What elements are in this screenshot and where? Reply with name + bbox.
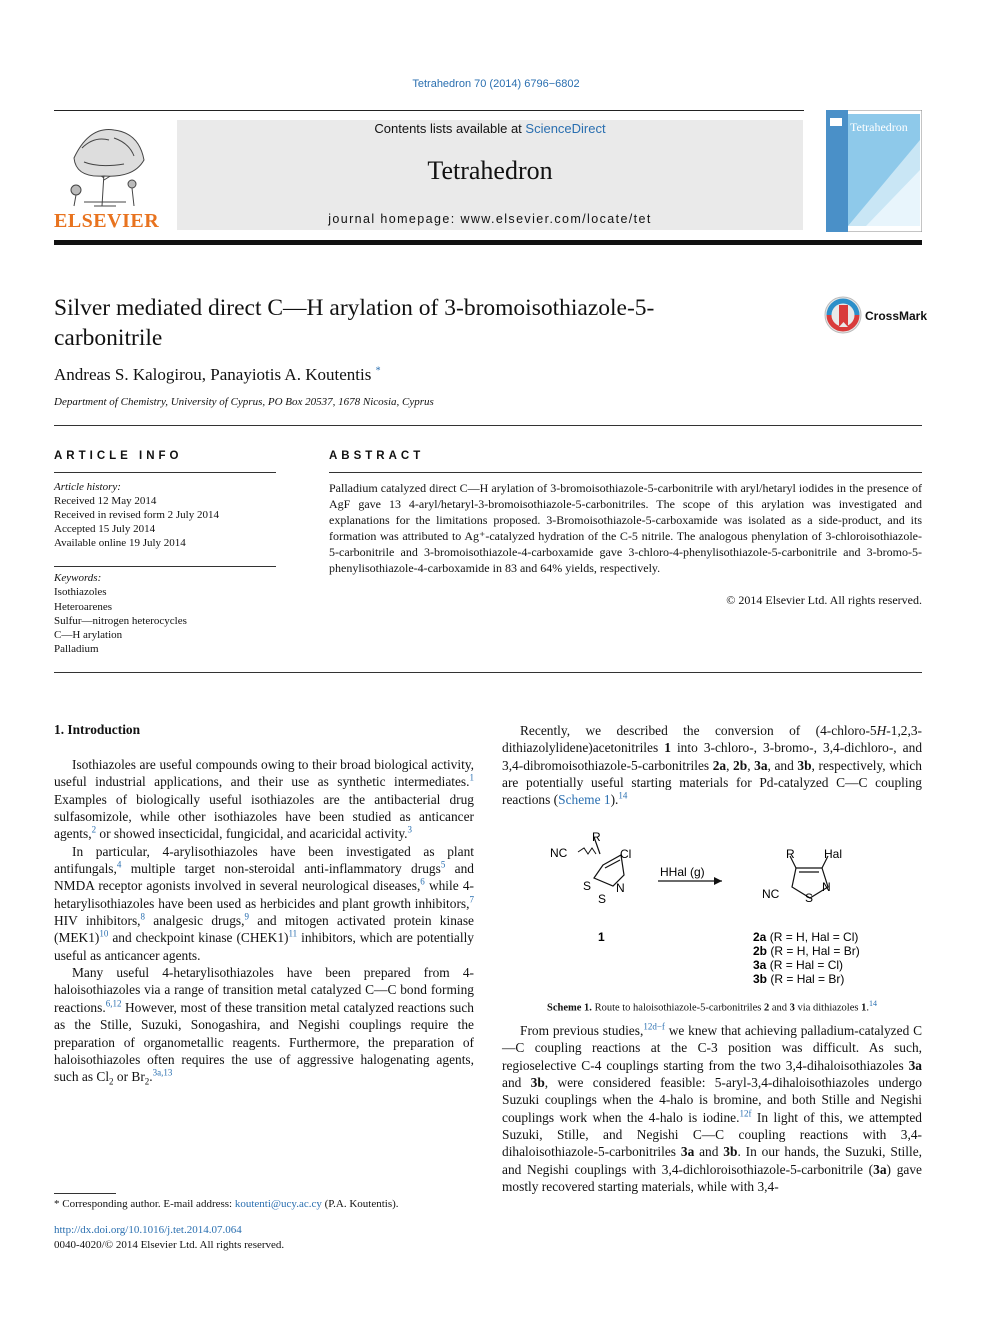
author-email-link[interactable]: koutenti@ucy.ac.cy	[234, 1198, 322, 1210]
history-received: Received 12 May 2014	[54, 495, 157, 507]
elsevier-wordmark: ELSEVIER	[54, 210, 160, 232]
scheme-product-3b: 3b (R = Hal = Br)	[753, 972, 845, 986]
paragraph: From previous studies,$^{12d-f}$ we knew that achieving palladium-catalyzed C—C coupling reactions at the C-3 position was difficult. As such, regioselective C-4 couplings starting from the two 3,4-dihaloisothiazoles 3a and 3b, were considered feasible: 5-aryl-3,4-dihaloisothiazoles undergo Suzuki couplings when the 4-halo is bromine, and both Stille and Negishi couplings work when the 4-halo is iodine.$^{12f}$ In light of this, we attempted Suzuki, Stille, and Negishi C—C coupling reactions with 3,4-dihaloisothiazole-5-carbonitriles 3a and 3b. In our hands, the Suzuki, Stille, and Negishi couplings with 3,4-dichloroisothiazole-5-carbonitrile (3a) gave mostly recovered starting materials, while with 3,4-	[502, 1021, 923, 1195]
ref-link[interactable]: 9	[244, 911, 249, 922]
footnote-rule	[54, 1193, 116, 1194]
ref-link[interactable]: 12d−f	[643, 1021, 665, 1032]
scheme-right-R: R	[786, 847, 795, 861]
ref-link[interactable]: 4	[116, 859, 122, 870]
title-line-2: carbonitrile	[54, 325, 163, 351]
abstract-copyright: © 2014 Elsevier Ltd. All rights reserved.	[726, 593, 922, 607]
scheme-product-2b: 2b (R = H, Hal = Br)	[753, 944, 860, 958]
journal-banner	[177, 120, 803, 230]
scheme-left-NC: NC	[550, 846, 568, 860]
keyword: Sulfur—nitrogen heterocycles	[54, 614, 187, 627]
ref-link[interactable]: 11	[288, 928, 298, 939]
paragraph: In particular, 4-arylisothiazoles have been investigated as plant antifungals,$^4$ multiple target non-steroidal anti-inflammatory drugs$^5$ and NMDA receptor agonists involved in several neurological diseases,$^6$ while 4-hetarylisothiazoles have been used as herbicides and plant growth inhibitors,$^7$ HIV inhibitors,$^8$ analgesic drugs,$^9$ and mitogen activated protein kinase $(MEK1)^{10}$ and checkpoint kinase (CHEK1)$^{11}$ inhibitors, which are potentially useful as anticancer agents.	[54, 843, 475, 963]
keyword: Isothiazoles	[54, 586, 107, 599]
paragraph: Many useful 4-hetarylisothiazoles have been prepared from 4-haloisothiazoles via a range of transition metal catalyzed C—C bond forming reactions.$^{6,12}$ However, most of these transition metal catalyzed reactions such as the Stille, Suzuki, Sonogashira, and Negishi couplings require the preparation of organometallic reagents. Furthermore, the preparation of haloisothiazoles often requires the use of aggressive halogenating agents, such as $Cl_2$ or $Br_2.^{3a,13}$	[54, 965, 474, 1087]
rule	[329, 472, 922, 473]
scheme-atom-S: S	[805, 891, 814, 905]
journal-citation[interactable]: Tetrahedron 70 (2014) 6796−6802	[412, 78, 580, 90]
ref-link[interactable]: 1	[469, 772, 474, 783]
scheme-product-2a: 2a (R = H, Hal = Cl)	[753, 930, 859, 944]
author-names: Andreas S. Kalogirou, Panayiotis A. Koutentis	[54, 365, 372, 384]
journal-cover	[826, 110, 922, 232]
section-heading-introduction: 1. Introduction	[54, 722, 141, 737]
right-column-bottom	[502, 1022, 922, 1195]
affiliation: Department of Chemistry, University of Cyprus, PO Box 20537, 1678 Nicosia, Cyprus	[54, 396, 434, 408]
keywords-label: Keywords:	[54, 572, 102, 584]
article-title	[54, 293, 754, 353]
ref-link[interactable]: 2	[91, 824, 97, 835]
history-label: Article history:	[54, 481, 121, 493]
scheme-link[interactable]: Scheme 1	[558, 792, 611, 808]
scheme-caption: Scheme 1. Route to haloisothiazole-5-carbonitriles 2 and 3 via dithiazoles 1.14	[547, 999, 877, 1014]
abstract-heading: ABSTRACT	[329, 450, 425, 462]
history-online: Available online 19 July 2014	[54, 537, 186, 549]
scheme-atom-N: N	[822, 880, 831, 894]
corresponding-author-footnote: * Corresponding author. E-mail address: koutenti@ucy.ac.cy (P.A. Koutentis).	[54, 1198, 399, 1210]
paragraph: Isothiazoles are useful compounds owing to their broad biological activity, useful industrial applications, and their use as synthetic intermediates.$^1$ Examples of biologically useful isothiazoles are the antibacterial drug sulfasomizole, while other isothiazoles have been studied as anticancer agents,$^2$ or showed insecticidal, fungicidal, and acaricidal activity.$^3$	[54, 757, 474, 842]
scheme-reagent: HHal (g)	[660, 865, 705, 879]
article-info-heading: ARTICLE INFO	[54, 450, 183, 462]
scheme-compound-1: 1	[598, 930, 605, 944]
rule	[54, 672, 922, 673]
issn-copyright: 0040-4020/© 2014 Elsevier Ltd. All rights reserved.	[54, 1239, 285, 1251]
right-column-top	[502, 722, 922, 809]
scheme-atom-S: S	[583, 879, 592, 893]
rule	[54, 566, 276, 567]
header-rule	[54, 110, 804, 111]
ref-link[interactable]: 6,12	[105, 998, 122, 1009]
reaction-arrow-head	[714, 877, 722, 885]
ref-link[interactable]: 3	[407, 824, 413, 835]
ref-link[interactable]: 3a,13	[152, 1067, 173, 1078]
scheme-right-Hal: Hal	[824, 847, 843, 861]
ref-link[interactable]: 10	[99, 928, 109, 939]
cover-title: Tetrahedron	[850, 120, 908, 134]
ref-link[interactable]: 8	[140, 911, 146, 922]
left-column	[54, 756, 474, 1091]
crossmark-label[interactable]: CrossMark	[865, 309, 928, 323]
scheme-product-3a: 3a (R = Hal = Cl)	[753, 958, 844, 972]
keyword: Heteroarenes	[54, 600, 113, 613]
ref-link[interactable]: 12f	[739, 1108, 752, 1119]
corresponding-author-mark[interactable]: *	[375, 365, 381, 377]
sciencedirect-link[interactable]: ScienceDirect	[525, 121, 606, 136]
keyword: Palladium	[54, 643, 99, 656]
article-history	[54, 480, 219, 550]
keyword: C—H arylation	[54, 629, 123, 642]
doi-link[interactable]: http://dx.doi.org/10.1016/j.tet.2014.07.064	[54, 1224, 242, 1236]
contents-line: Contents lists available at ScienceDirect	[374, 121, 606, 136]
scheme-1-figure	[540, 828, 900, 1003]
history-accepted: Accepted 15 July 2014	[54, 523, 156, 535]
paragraph: Recently, we described the conversion of (4-chloro-5H-1,2,3-dithiazolylidene)acetonitriles 1 into 3-chloro-, 3-bromo-, 3,4-dichloro-, and 3,4-dibromoisothiazole-5-carbonitriles 2a, 2b, 3a, and 3b, respectively, which are potentially useful starting materials for Pd-catalyzed C—C coupling reactions (Scheme 1).$^{14}$	[502, 723, 923, 808]
ref-link[interactable]: 6	[420, 876, 425, 887]
journal-title: Tetrahedron	[427, 156, 553, 185]
title-line-1: Silver mediated direct C—H arylation of 3-bromoisothiazole-5-	[54, 295, 655, 321]
scheme-right-NC: NC	[762, 887, 780, 901]
ref-link[interactable]: 14	[618, 790, 628, 801]
ref-link[interactable]: 14	[868, 999, 877, 1008]
keywords	[54, 571, 187, 657]
header-thick-rule	[54, 240, 922, 245]
author-list	[54, 365, 381, 385]
rule	[54, 472, 276, 473]
history-revised: Received in revised form 2 July 2014	[54, 509, 219, 521]
abstract-text: Palladium catalyzed direct C—H arylation of 3-bromoisothiazole-5-carbonitrile with aryl/hetaryl iodides in the presence of AgF gave 13 4-aryl/hetaryl-3-bromoisothiazole-5-carbonitriles. The scope of this arylation was investigated and explanations for the limitations proposed. 3-Bromoisothiazole-5-carboxamide was isolated as a side-product, and its formation was attributed to Ag⁺-catalyzed hydration of the C-5 nitrile. The analogous phenylation of 3-chloroisothiazole-5-carbonitrile and 3-bromoisothiazole-4-carboxamide gave 3-chloro-4-phenylisothiazole-5-carbonitrile and 3-bromo-5-phenylisothiazole-4-carboxamide in 83 and 64% yields, respectively.	[329, 481, 922, 576]
scheme-left-Cl: Cl	[620, 847, 632, 861]
scheme-atom-N: N	[616, 881, 625, 895]
rule	[54, 425, 922, 426]
journal-homepage[interactable]: journal homepage: www.elsevier.com/locate/tet	[328, 212, 652, 226]
ref-link[interactable]: 5	[440, 859, 446, 870]
scheme-atom-S: S	[598, 892, 607, 906]
ref-link[interactable]: 7	[469, 894, 474, 905]
scheme-left-R: R	[592, 830, 601, 844]
